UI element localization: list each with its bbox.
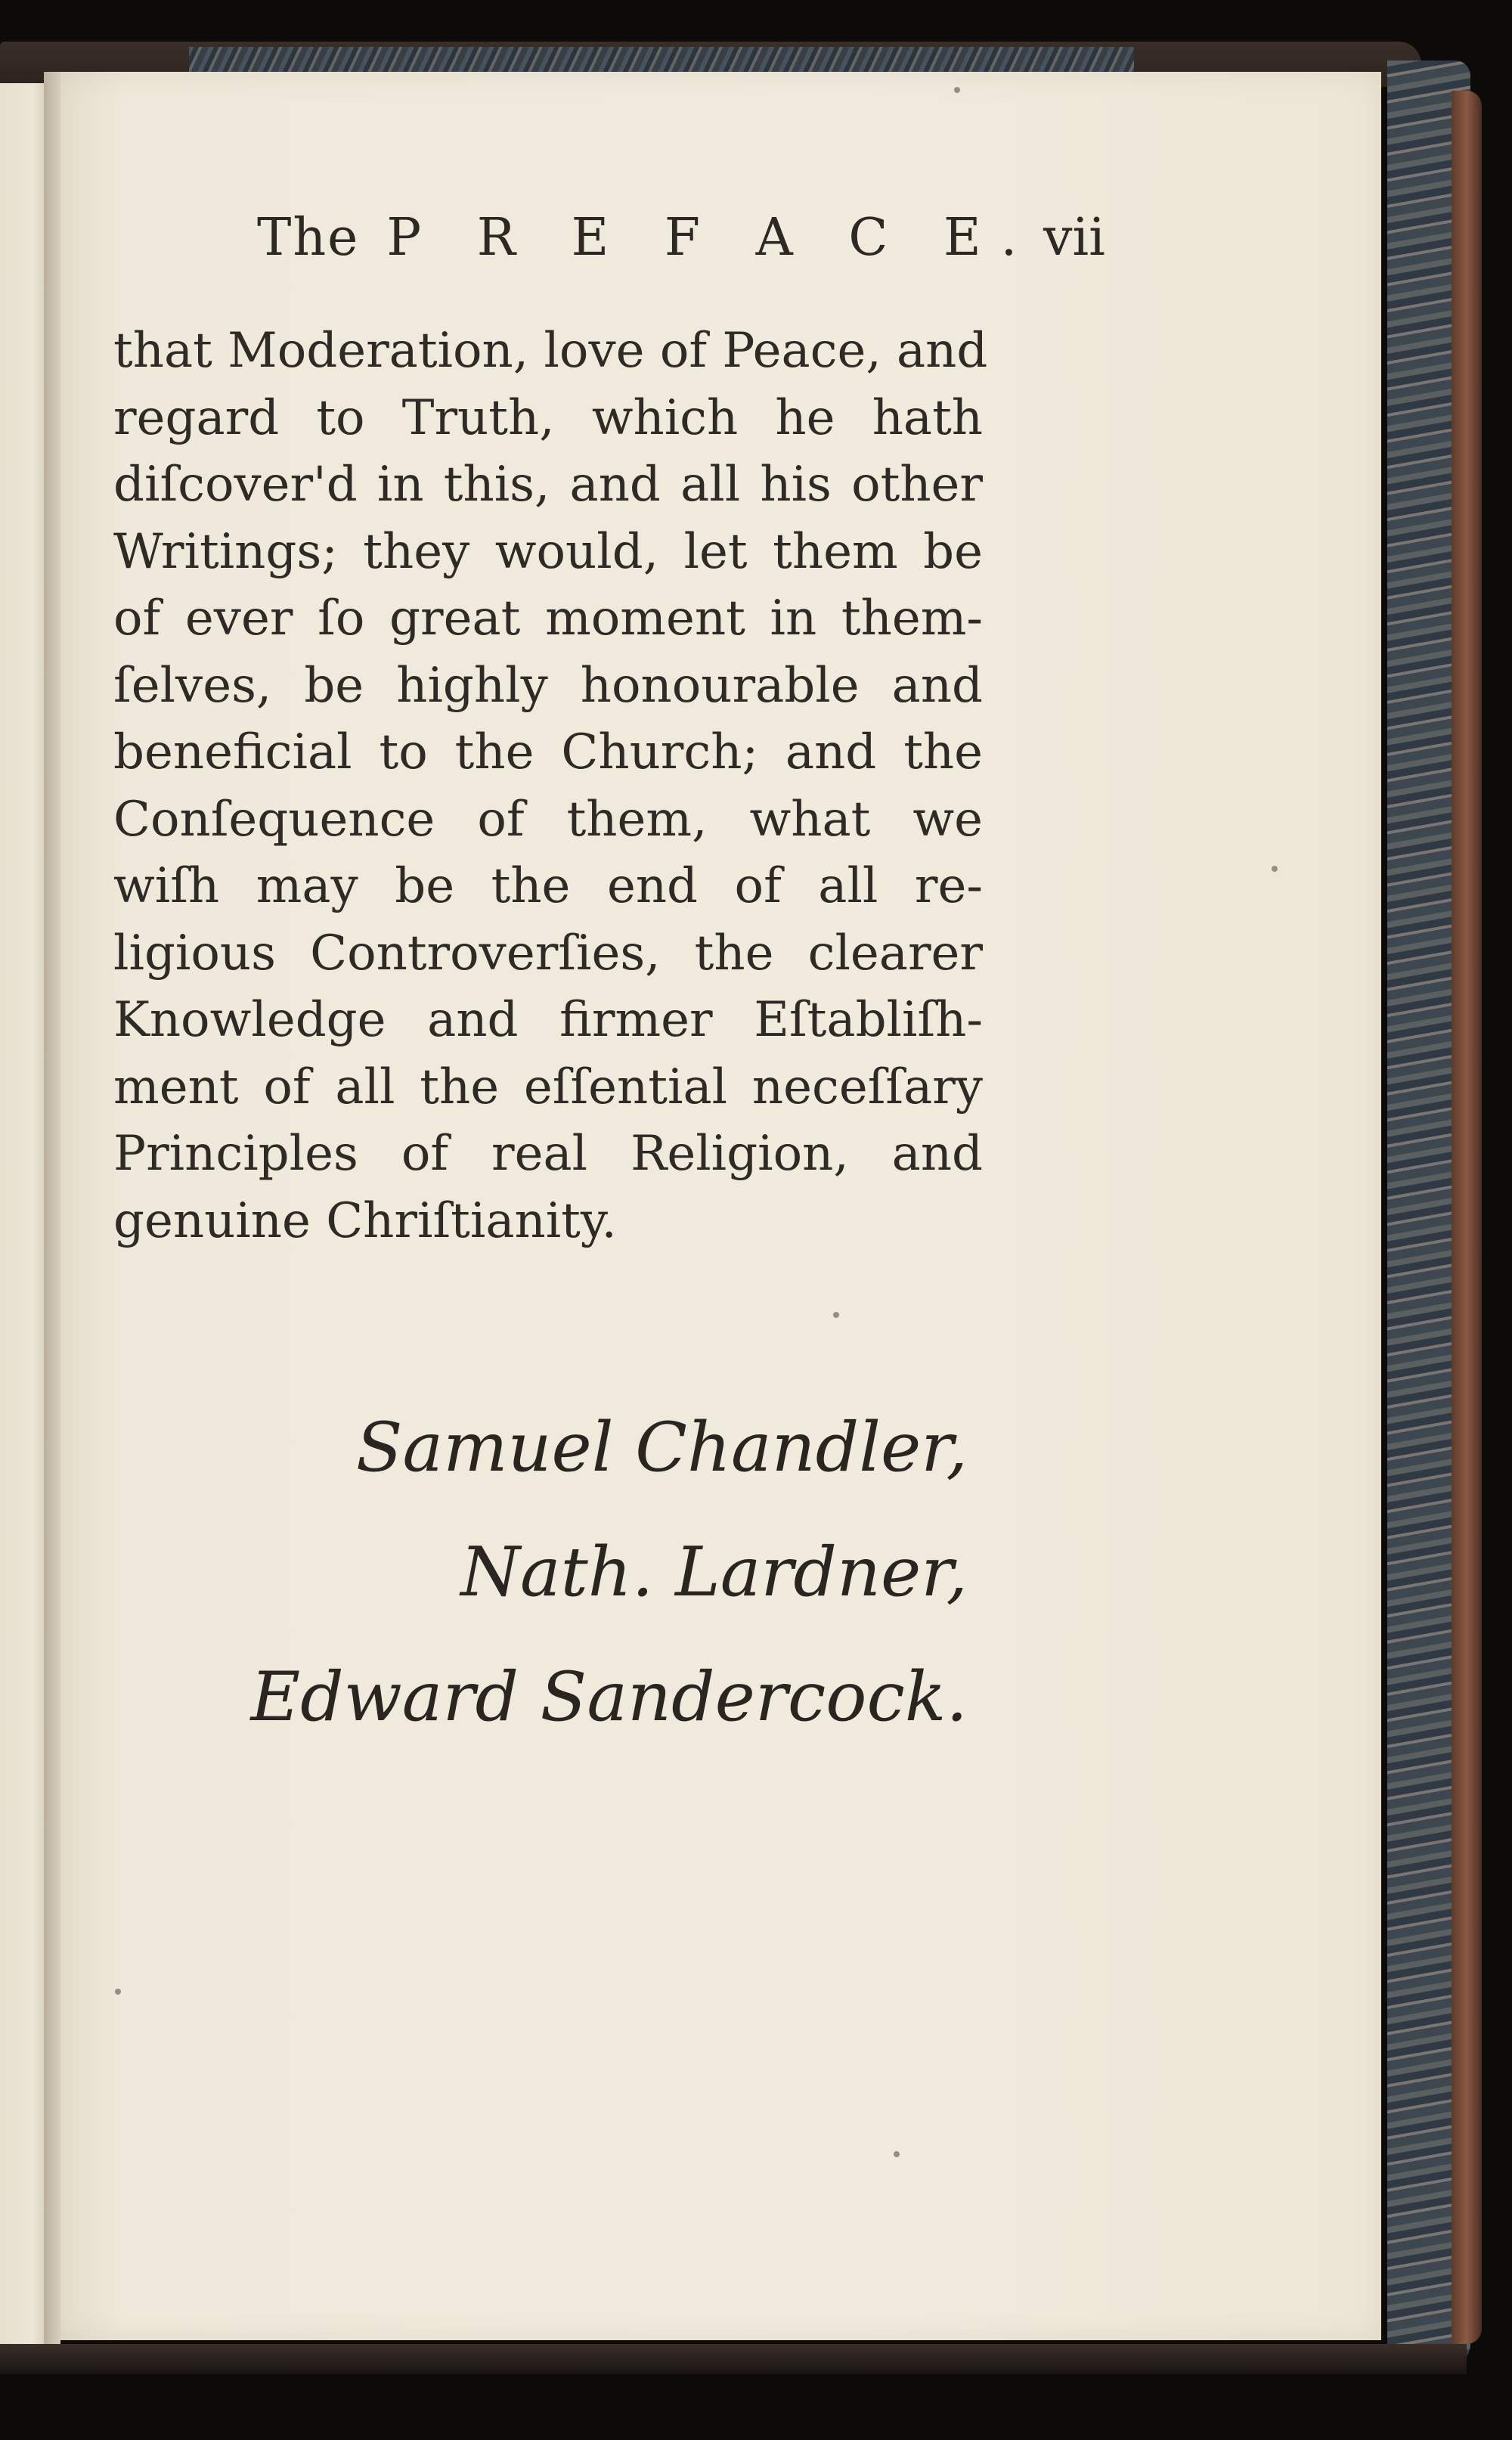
text-line: that Moderation, love of Peace, and <box>113 323 988 379</box>
text-line: Knowledge and firmer Eſtabliſh- <box>113 992 983 1048</box>
page-number: vii <box>1043 208 1105 268</box>
text-line: Writings; they would, let them be <box>113 523 983 580</box>
paper-speck <box>894 2151 900 2157</box>
signature-nath-lardner: Nath. Lardner, <box>460 1533 968 1612</box>
text-line: beneficial to the Church; and the <box>113 724 983 780</box>
paper-speck <box>954 87 960 93</box>
text-line: genuine Chriſtianity. <box>113 1192 617 1249</box>
signature-samuel-chandler: Samuel Chandler, <box>355 1408 968 1487</box>
facing-page <box>0 83 47 2344</box>
text-line: Conſequence of them, what we <box>113 791 983 848</box>
running-head-the: The <box>257 208 360 268</box>
text-line: of ever ſo great moment in them- <box>113 591 983 646</box>
text-line: ſelves, be highly honourable and <box>113 657 983 714</box>
running-head <box>257 208 1036 268</box>
paper-speck <box>115 1989 121 1995</box>
paper-speck <box>1272 866 1278 872</box>
signature-block <box>227 1408 968 1788</box>
binding-bottom-edge <box>0 2344 1467 2374</box>
text-line: Principles of real Religion, and <box>113 1126 983 1182</box>
preface-paragraph <box>113 318 988 1254</box>
leather-spine-edge <box>1452 91 1482 2344</box>
page-gutter <box>44 72 60 2348</box>
signature-edward-sandercock: Edward Sandercock. <box>250 1657 968 1737</box>
paper-speck <box>833 1312 839 1318</box>
text-line: ligious Controverſies, the clearer <box>113 925 983 981</box>
text-line: wiſh may be the end of all re- <box>113 858 983 914</box>
text-line: diſcover'd in this, and all his other <box>113 457 983 513</box>
running-head-title: P R E F A C E. <box>386 208 1037 268</box>
text-line: ment of all the eſſential neceſſary <box>113 1059 983 1115</box>
text-line: regard to Truth, which he hath <box>113 389 983 446</box>
